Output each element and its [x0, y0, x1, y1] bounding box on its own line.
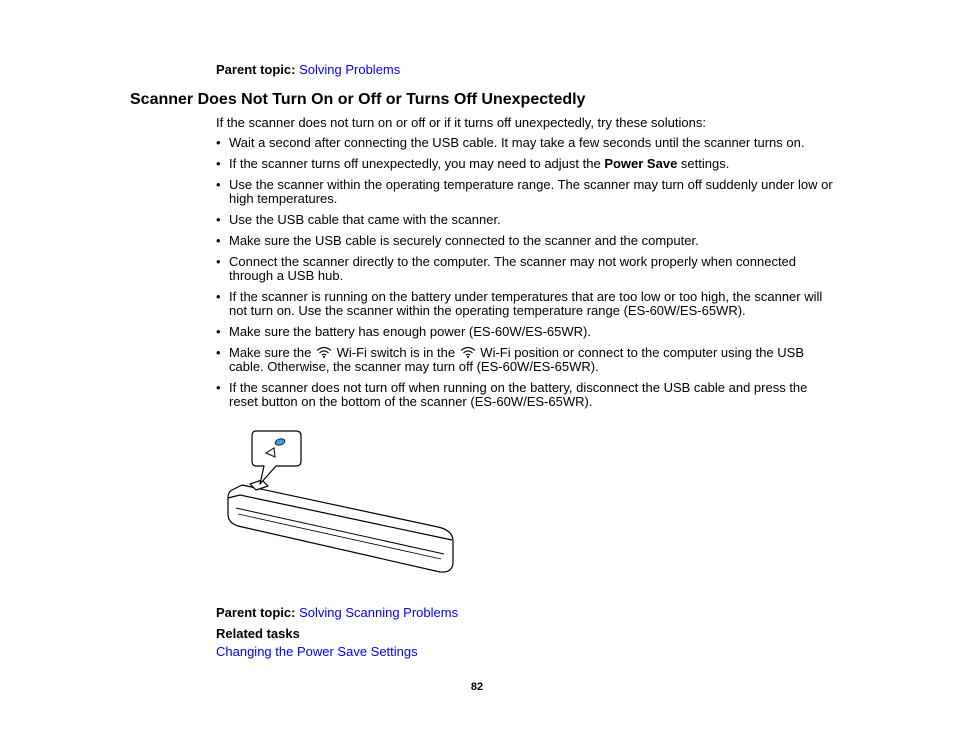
intro-text: If the scanner does not turn on or off or if it turns off unexpectedly, try these solutions:: [216, 115, 706, 130]
parent-topic-top: [216, 62, 400, 77]
parent-topic-bottom: [216, 605, 458, 620]
list-item: [216, 381, 836, 409]
related-tasks-heading: Related tasks: [216, 626, 300, 641]
list-item-text: Make sure the USB cable is securely connected to the scanner and the computer.: [229, 233, 699, 248]
list-item: [216, 213, 836, 227]
list-item-text: Connect the scanner directly to the computer. The scanner may not work properly when connected through a USB hub.: [229, 254, 797, 283]
list-item: [216, 255, 836, 283]
list-item-text: If the scanner is running on the battery under temperatures that are too low or too high, the scanner will not turn on. Use the scanner within the operating temperature range (ES-60W/ES-65WR).: [229, 289, 823, 318]
list-item-text: Wait a second after connecting the USB cable. It may take a few seconds until the scanner turns on.: [229, 135, 805, 150]
solving-problems-link[interactable]: Solving Problems: [299, 62, 401, 77]
list-item: [216, 325, 836, 339]
wifi-icon: [316, 346, 332, 358]
power-save-term: Power Save: [604, 156, 678, 171]
list-item-text: If the scanner turns off unexpectedly, you may need to adjust the: [229, 156, 605, 171]
list-item: [216, 234, 836, 248]
list-item-text: Make sure the battery has enough power (ES-60W/ES-65WR).: [229, 324, 591, 339]
list-item-text: Use the scanner within the operating temperature range. The scanner may turn off suddenly under low or high temperatures.: [229, 177, 833, 206]
list-item: [216, 290, 836, 318]
list-item-text: Make sure the: [229, 345, 315, 360]
list-item: [216, 157, 836, 171]
list-item: [216, 136, 836, 150]
solving-scanning-problems-link[interactable]: Solving Scanning Problems: [299, 605, 459, 620]
list-item-text: Use the USB cable that came with the scanner.: [229, 212, 501, 227]
parent-topic-label: Parent topic:: [216, 62, 296, 77]
page-title: Scanner Does Not Turn On or Off or Turns Off Unexpectedly: [130, 91, 586, 108]
wifi-icon: [460, 346, 476, 358]
list-item-text: Wi-Fi position or connect to the computer using the USB cable. Otherwise, the scanner may turn off (ES-60W/ES-65WR).: [229, 345, 805, 374]
list-item-text: If the scanner does not turn off when running on the battery, disconnect the USB cable and press the reset button on the bottom of the scanner (ES-60W/ES-65WR).: [229, 380, 808, 409]
solutions-list: [216, 136, 836, 416]
list-item-text: Wi-Fi switch is in the: [333, 345, 459, 360]
scanner-reset-illustration: [226, 428, 458, 576]
list-item: [216, 178, 836, 206]
changing-power-save-settings-link[interactable]: Changing the Power Save Settings: [216, 644, 418, 659]
page-number: 82: [470, 681, 484, 693]
list-item: [216, 346, 836, 374]
parent-topic-label: Parent topic:: [216, 605, 296, 620]
list-item-text: settings.: [677, 156, 730, 171]
